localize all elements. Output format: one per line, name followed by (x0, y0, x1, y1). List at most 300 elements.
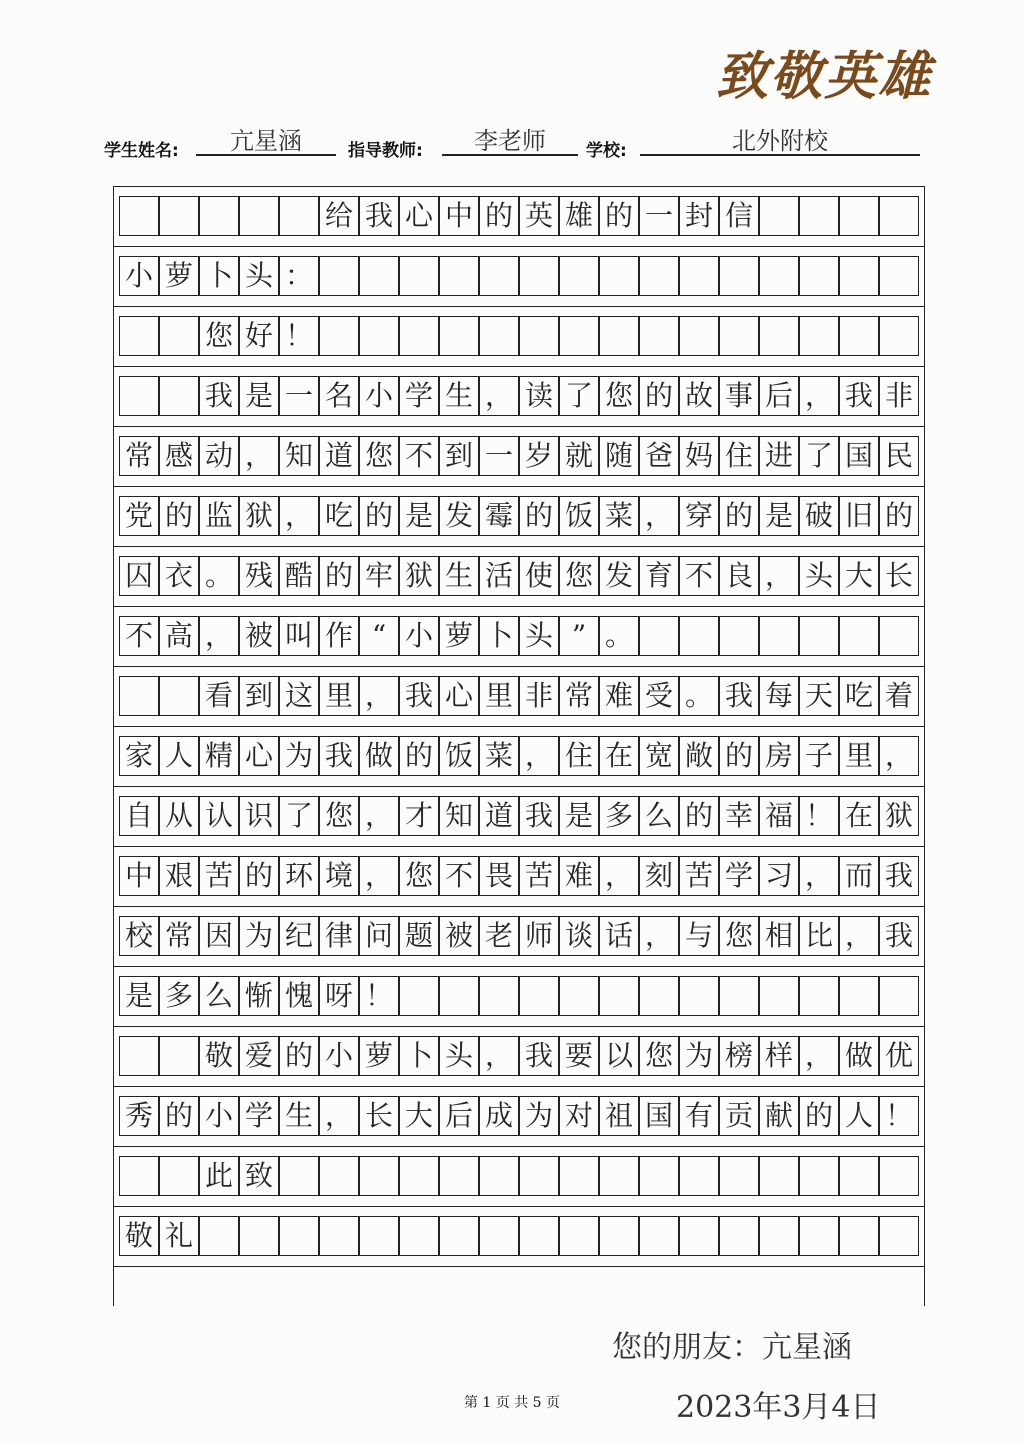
grid-cell: 谈 (559, 916, 599, 956)
grid-cell: 做 (359, 736, 399, 776)
grid-row (114, 1216, 924, 1256)
grid-cell (439, 316, 479, 356)
grid-cell: 。 (679, 676, 719, 716)
grid-cell: 学 (719, 856, 759, 896)
student-label: 学生姓名: (104, 141, 179, 161)
grid-cell: 才 (399, 796, 439, 836)
grid-cell: 的 (319, 556, 359, 596)
grid-divider (114, 786, 924, 787)
grid-divider (114, 1086, 924, 1087)
grid-cell: 不 (439, 856, 479, 896)
grid-cell: 受 (639, 676, 679, 716)
grid-cell: 纪 (279, 916, 319, 956)
grid-cell: 难 (559, 856, 599, 896)
grid-cell: 不 (679, 556, 719, 596)
grid-divider (114, 726, 924, 727)
grid-cell: 人 (839, 1096, 879, 1136)
grid-cell: 呀 (319, 976, 359, 1016)
grid-cell: 有 (679, 1096, 719, 1136)
grid-cell: 住 (719, 436, 759, 476)
grid-divider (114, 1206, 924, 1207)
grid-cell: 话 (599, 916, 639, 956)
grid-cell (279, 1156, 319, 1196)
grid-divider (114, 1026, 924, 1027)
letter-date: 2023年3月4日 (676, 1390, 881, 1425)
grid-cell: 为 (519, 1096, 559, 1136)
grid-row (114, 1036, 924, 1076)
grid-cell: 我 (399, 676, 439, 716)
grid-cell (759, 1216, 799, 1256)
grid-cell: 萝 (159, 256, 199, 296)
grid-cell: 秀 (119, 1096, 159, 1136)
grid-cell: 您 (559, 556, 599, 596)
grid-cell: 学 (399, 376, 439, 416)
grid-cell (719, 616, 759, 656)
grid-cell (799, 256, 839, 296)
grid-cell: ， (799, 1036, 839, 1076)
grid-cell (519, 316, 559, 356)
grid-cell: 看 (199, 676, 239, 716)
grid-cell: 长 (359, 1096, 399, 1136)
school-label: 学校: (586, 141, 627, 161)
grid-cell: 环 (279, 856, 319, 896)
grid-cell: ！ (799, 796, 839, 836)
grid-cell: 在 (839, 796, 879, 836)
grid-cell (839, 256, 879, 296)
grid-cell: 我 (879, 916, 919, 956)
grid-cell: 生 (439, 556, 479, 596)
grid-cell: 从 (159, 796, 199, 836)
grid-cell: 献 (759, 1096, 799, 1136)
grid-cell (759, 616, 799, 656)
grid-row (114, 976, 924, 1016)
grid-cell (519, 1216, 559, 1256)
grid-cell: 您 (719, 916, 759, 956)
grid-cell: 此 (199, 1156, 239, 1196)
grid-cell: 因 (199, 916, 239, 956)
grid-cell: 中 (439, 196, 479, 236)
grid-cell: ， (319, 1096, 359, 1136)
grid-cell: 我 (199, 376, 239, 416)
grid-cell: 叫 (279, 616, 319, 656)
grid-cell (119, 196, 159, 236)
grid-cell: 您 (319, 796, 359, 836)
grid-cell: 育 (639, 556, 679, 596)
grid-cell (159, 1036, 199, 1076)
grid-cell: 么 (639, 796, 679, 836)
grid-cell: 活 (479, 556, 519, 596)
grid-cell: 旧 (839, 496, 879, 536)
grid-cell: 党 (119, 496, 159, 536)
student-name: 亢星涵 (196, 128, 336, 156)
grid-cell (599, 1216, 639, 1256)
grid-cell (759, 316, 799, 356)
grid-cell: 信 (719, 196, 759, 236)
grid-cell: 好 (239, 316, 279, 356)
grid-cell: 天 (799, 676, 839, 716)
grid-cell: 惭 (239, 976, 279, 1016)
grid-cell: 被 (439, 916, 479, 956)
grid-cell: 里 (839, 736, 879, 776)
grid-cell (879, 256, 919, 296)
grid-cell (359, 1156, 399, 1196)
grid-cell: 小 (199, 1096, 239, 1136)
grid-divider (114, 306, 924, 307)
grid-cell (239, 1216, 279, 1256)
grid-cell (559, 1156, 599, 1196)
grid-cell: 是 (119, 976, 159, 1016)
grid-cell: 道 (479, 796, 519, 836)
grid-cell (799, 196, 839, 236)
grid-cell: 小 (319, 1036, 359, 1076)
grid-cell: 读 (519, 376, 559, 416)
grid-cell: 狱 (399, 556, 439, 596)
grid-cell (599, 256, 639, 296)
grid-cell: 爸 (639, 436, 679, 476)
grid-cell (879, 316, 919, 356)
grid-divider (114, 906, 924, 907)
grid-cell: “ (359, 616, 399, 656)
grid-cell (679, 616, 719, 656)
grid-cell: 知 (439, 796, 479, 836)
grid-cell (719, 1216, 759, 1256)
grid-cell: 头 (439, 1036, 479, 1076)
grid-cell: 的 (479, 196, 519, 236)
grid-row (114, 1096, 924, 1136)
grid-cell: 道 (319, 436, 359, 476)
grid-cell: ， (799, 856, 839, 896)
grid-cell: 贡 (719, 1096, 759, 1136)
grid-cell: 霉 (479, 496, 519, 536)
grid-cell: 卜 (399, 1036, 439, 1076)
grid-cell: 民 (879, 436, 919, 476)
grid-cell (799, 1156, 839, 1196)
grid-cell (639, 316, 679, 356)
grid-row (114, 856, 924, 896)
grid-cell (599, 316, 639, 356)
grid-divider (114, 666, 924, 667)
grid-cell (439, 256, 479, 296)
grid-cell (239, 196, 279, 236)
grid-cell: 的 (399, 736, 439, 776)
grid-cell: 做 (839, 1036, 879, 1076)
grid-cell: ， (199, 616, 239, 656)
grid-cell (439, 1216, 479, 1256)
grid-cell: ， (239, 436, 279, 476)
grid-cell (279, 196, 319, 236)
grid-divider (114, 246, 924, 247)
grid-cell: 的 (279, 1036, 319, 1076)
grid-divider (114, 966, 924, 967)
grid-cell (839, 1156, 879, 1196)
grid-cell: 愧 (279, 976, 319, 1016)
grid-row (114, 916, 924, 956)
grid-cell: ： (279, 256, 319, 296)
grid-cell: 心 (439, 676, 479, 716)
grid-cell (119, 1036, 159, 1076)
grid-cell: 饭 (559, 496, 599, 536)
grid-cell: 事 (719, 376, 759, 416)
grid-cell (679, 256, 719, 296)
grid-row (114, 736, 924, 776)
grid-row (114, 256, 924, 296)
grid-cell (559, 976, 599, 1016)
school-name: 北外附校 (640, 128, 920, 156)
grid-cell: 敬 (199, 1036, 239, 1076)
grid-cell (679, 1156, 719, 1196)
grid-cell: 进 (759, 436, 799, 476)
grid-row (114, 196, 924, 236)
grid-cell: 的 (159, 496, 199, 536)
grid-cell (199, 1216, 239, 1256)
grid-cell: 您 (199, 316, 239, 356)
grid-cell: 苦 (679, 856, 719, 896)
grid-cell: 头 (239, 256, 279, 296)
grid-cell (159, 316, 199, 356)
grid-divider (114, 546, 924, 547)
grid-cell: 心 (239, 736, 279, 776)
teacher-label: 指导教师: (348, 141, 423, 161)
grid-cell: 优 (879, 1036, 919, 1076)
grid-cell: 的 (679, 796, 719, 836)
grid-cell: 小 (119, 256, 159, 296)
grid-cell: 苦 (519, 856, 559, 896)
grid-cell: 这 (279, 676, 319, 716)
grid-cell (359, 256, 399, 296)
grid-cell (879, 976, 919, 1016)
grid-row (114, 676, 924, 716)
grid-row (114, 436, 924, 476)
grid-cell (319, 316, 359, 356)
grid-cell: 大 (399, 1096, 439, 1136)
grid-cell: 非 (879, 376, 919, 416)
grid-cell: 家 (119, 736, 159, 776)
grid-cell: ， (359, 796, 399, 836)
grid-cell (759, 1156, 799, 1196)
grid-cell: 您 (359, 436, 399, 476)
grid-cell: 问 (359, 916, 399, 956)
grid-cell (639, 256, 679, 296)
grid-cell: 您 (399, 856, 439, 896)
grid-cell: 萝 (359, 1036, 399, 1076)
grid-cell: 福 (759, 796, 799, 836)
grid-cell: 英 (519, 196, 559, 236)
grid-cell: 多 (599, 796, 639, 836)
grid-row (114, 376, 924, 416)
grid-cell (759, 976, 799, 1016)
grid-cell (479, 976, 519, 1016)
grid-cell: 的 (359, 496, 399, 536)
grid-cell: 菜 (599, 496, 639, 536)
grid-cell (639, 1156, 679, 1196)
grid-cell: 着 (879, 676, 919, 716)
grid-cell: 菜 (479, 736, 519, 776)
grid-cell (879, 1156, 919, 1196)
grid-cell (879, 1216, 919, 1256)
grid-cell: 多 (159, 976, 199, 1016)
grid-cell (279, 1216, 319, 1256)
grid-cell (759, 196, 799, 236)
grid-cell: ， (879, 736, 919, 776)
grid-cell: 以 (599, 1036, 639, 1076)
grid-cell: ， (479, 1036, 519, 1076)
grid-cell (679, 976, 719, 1016)
grid-cell: 的 (879, 496, 919, 536)
grid-cell: 监 (199, 496, 239, 536)
grid-cell: 题 (399, 916, 439, 956)
grid-row (114, 556, 924, 596)
grid-cell: 岁 (519, 436, 559, 476)
grid-cell (559, 316, 599, 356)
teacher-name: 李老师 (442, 128, 578, 156)
grid-cell (559, 256, 599, 296)
grid-cell: 吃 (319, 496, 359, 536)
grid-cell: 感 (159, 436, 199, 476)
page-info: 第 1 页 共 5 页 (463, 1395, 561, 1411)
grid-cell: 发 (599, 556, 639, 596)
grid-cell: 敬 (119, 1216, 159, 1256)
grid-cell: 的 (719, 736, 759, 776)
grid-cell: 不 (399, 436, 439, 476)
grid-cell: 小 (399, 616, 439, 656)
grid-cell (359, 1216, 399, 1256)
grid-cell (199, 196, 239, 236)
grid-row (114, 1156, 924, 1196)
grid-cell: 么 (199, 976, 239, 1016)
grid-cell: 非 (519, 676, 559, 716)
grid-divider (114, 1266, 924, 1267)
header-info (104, 128, 924, 164)
grid-cell: 良 (719, 556, 759, 596)
grid-cell: 与 (679, 916, 719, 956)
signature: 您的朋友：亢星涵 (612, 1330, 852, 1365)
grid-cell: 常 (159, 916, 199, 956)
grid-cell: 畏 (479, 856, 519, 896)
grid-cell: 的 (799, 1096, 839, 1136)
grid-cell: ！ (279, 316, 319, 356)
grid-cell (399, 1156, 439, 1196)
grid-cell: 幸 (719, 796, 759, 836)
grid-cell: 的 (599, 196, 639, 236)
grid-cell (119, 1156, 159, 1196)
grid-cell: 生 (279, 1096, 319, 1136)
grid-cell: 雄 (559, 196, 599, 236)
grid-cell: 发 (439, 496, 479, 536)
grid-cell (159, 196, 199, 236)
grid-cell: 自 (119, 796, 159, 836)
grid-cell (759, 256, 799, 296)
grid-cell (119, 316, 159, 356)
grid-cell: 的 (239, 856, 279, 896)
grid-cell: ， (639, 916, 679, 956)
grid-cell (799, 316, 839, 356)
grid-cell: 饭 (439, 736, 479, 776)
grid-cell: 样 (759, 1036, 799, 1076)
grid-cell: 敞 (679, 736, 719, 776)
grid-cell: 国 (639, 1096, 679, 1136)
grid-cell: 大 (839, 556, 879, 596)
grid-cell: 苦 (199, 856, 239, 896)
grid-cell: 常 (559, 676, 599, 716)
grid-cell: 在 (599, 736, 639, 776)
grid-cell (879, 196, 919, 236)
grid-cell: 衣 (159, 556, 199, 596)
grid-cell (719, 976, 759, 1016)
grid-cell: 榜 (719, 1036, 759, 1076)
grid-cell (679, 316, 719, 356)
grid-cell (679, 1216, 719, 1256)
grid-cell: 房 (759, 736, 799, 776)
grid-cell (479, 1216, 519, 1256)
grid-cell: ” (559, 616, 599, 656)
grid-cell: 狱 (239, 496, 279, 536)
grid-cell: 为 (239, 916, 279, 956)
grid-cell: 就 (559, 436, 599, 476)
grid-cell: 不 (119, 616, 159, 656)
grid-cell (519, 1156, 559, 1196)
grid-cell (479, 316, 519, 356)
grid-cell: 卜 (479, 616, 519, 656)
grid-divider (114, 426, 924, 427)
grid-cell: 子 (799, 736, 839, 776)
grid-cell (159, 376, 199, 416)
grid-divider (114, 846, 924, 847)
grid-cell: ， (519, 736, 559, 776)
grid-cell (399, 256, 439, 296)
grid-cell: 是 (559, 796, 599, 836)
grid-cell: 萝 (439, 616, 479, 656)
grid-cell: 给 (319, 196, 359, 236)
grid-cell: 头 (519, 616, 559, 656)
grid-cell: 您 (639, 1036, 679, 1076)
grid-cell: 到 (439, 436, 479, 476)
grid-cell: 师 (519, 916, 559, 956)
grid-cell: 作 (319, 616, 359, 656)
grid-cell (639, 616, 679, 656)
grid-cell (119, 376, 159, 416)
grid-cell: 囚 (119, 556, 159, 596)
grid-cell: ， (799, 376, 839, 416)
grid-divider (114, 606, 924, 607)
grid-cell (839, 196, 879, 236)
grid-cell (479, 256, 519, 296)
grid-cell: 我 (519, 796, 559, 836)
grid-cell (439, 976, 479, 1016)
grid-cell: 成 (479, 1096, 519, 1136)
grid-cell (119, 676, 159, 716)
grid-cell: 境 (319, 856, 359, 896)
grid-row (114, 616, 924, 656)
grid-cell: 使 (519, 556, 559, 596)
grid-cell (719, 316, 759, 356)
grid-cell (399, 316, 439, 356)
grid-cell: 律 (319, 916, 359, 956)
grid-cell: 长 (879, 556, 919, 596)
grid-cell: 习 (759, 856, 799, 896)
grid-cell: 一 (639, 196, 679, 236)
grid-cell (439, 1156, 479, 1196)
grid-cell: 对 (559, 1096, 599, 1136)
grid-cell: 学 (239, 1096, 279, 1136)
grid-cell (359, 316, 399, 356)
grid-cell: 为 (279, 736, 319, 776)
grid-divider (114, 186, 924, 187)
grid-cell: 我 (359, 196, 399, 236)
grid-cell (559, 1216, 599, 1256)
grid-cell (319, 1156, 359, 1196)
grid-divider (114, 366, 924, 367)
grid-cell: ， (279, 496, 319, 536)
